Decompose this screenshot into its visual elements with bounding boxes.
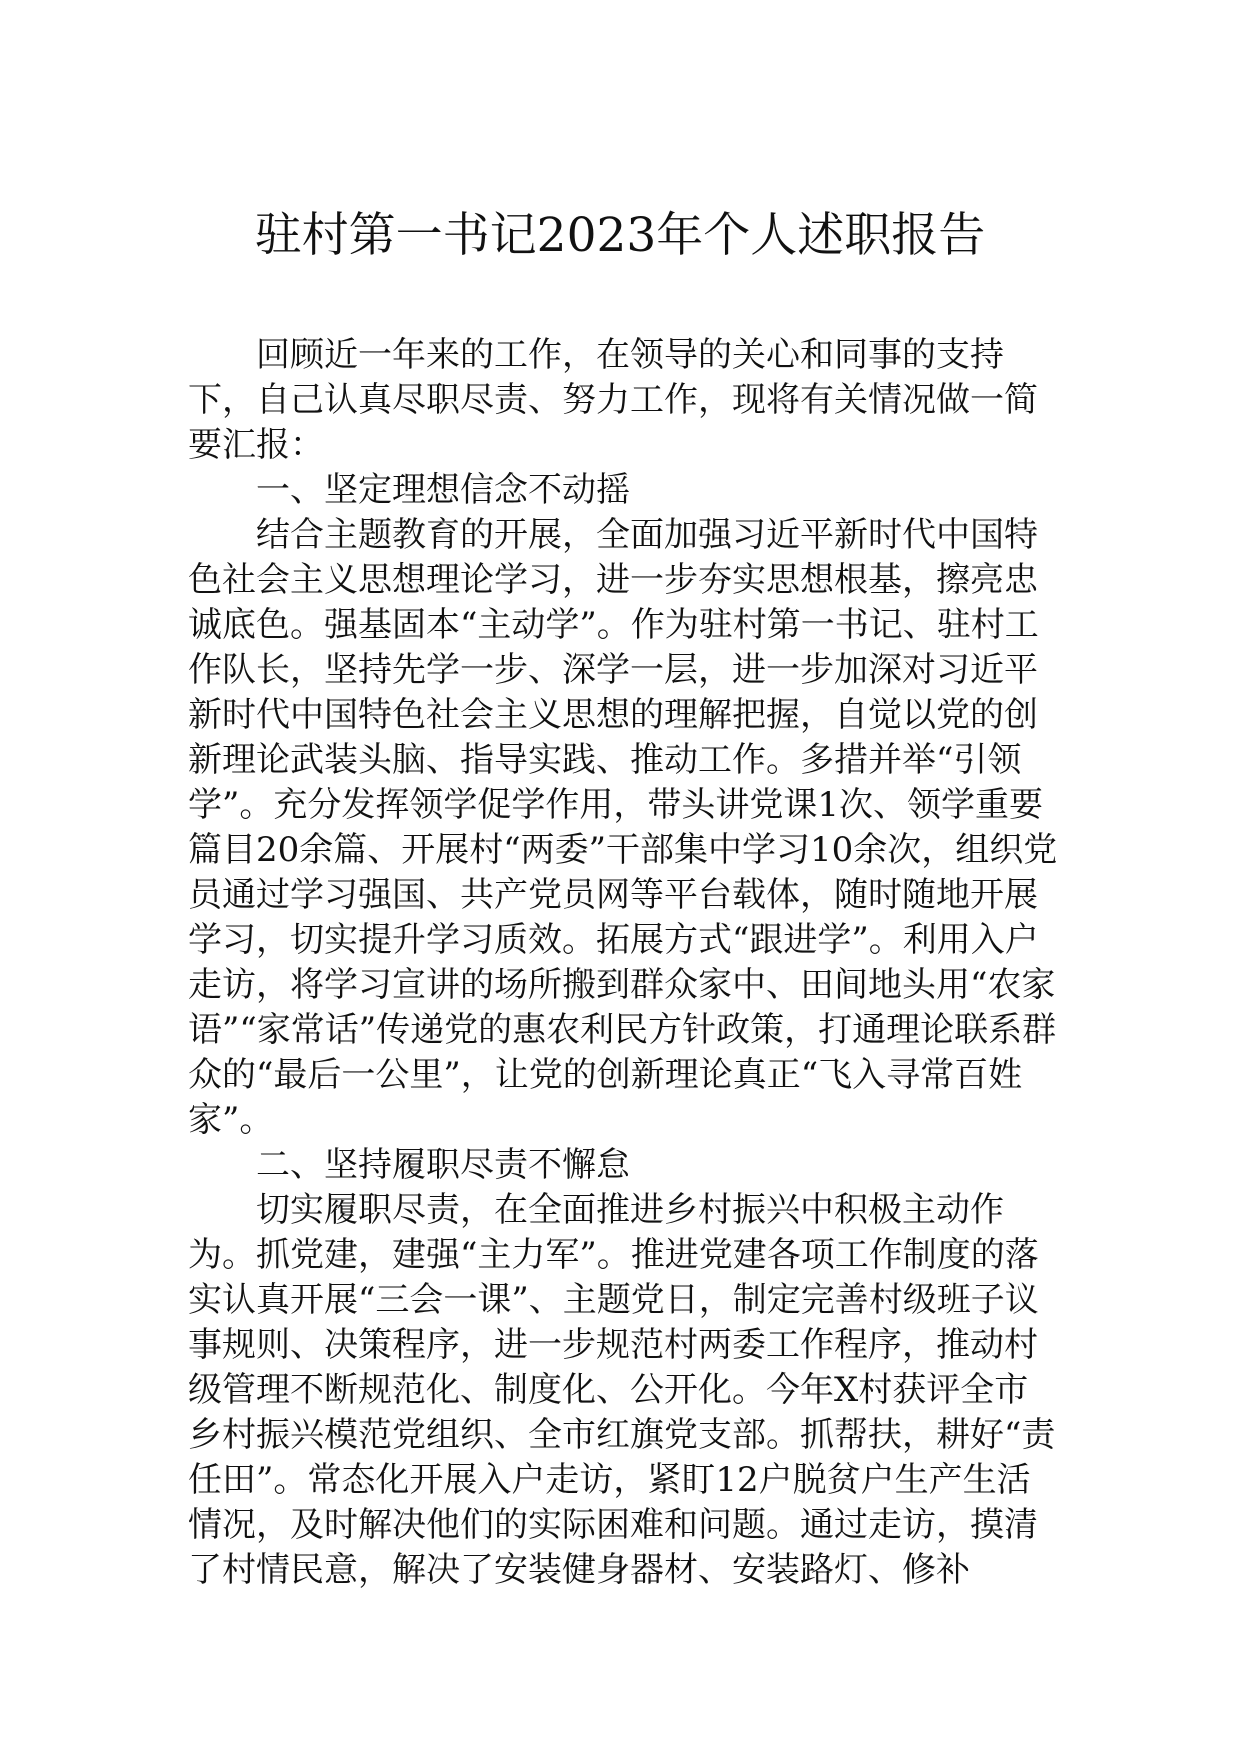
section-1-paragraph: 结合主题教育的开展，全面加强习近平新时代中国特色社会主义思想理论学习，进一步夯实思想根基，擦亮忠诚底色。强基固本“主动学”。作为驻村第一书记、驻村工作队长，坚持先学一步、深学一层，进一步加深对习近平新时代中国特色社会主义思想的理解把握，自觉以党的创新理论武装头脑、指导实践、推动工作。多措并举“引领学”。充分发挥领学促学作用，带头讲党课1次、领学重要篇目20余篇、开展村“两委”干部集中学习10余次，组织党员通过学习强国、共产党员网等平台载体，随时随地开展学习，切实提升学习质效。拓展方式“跟进学”。利用入户走访，将学习宣讲的场所搬到群众家中、田间地头用“农家语”“家常话”传递党的惠农利民方针政策，打通理论联系群众的“最后一公里”，让党的创新理论真正“飞入寻常百姓家”。	[188, 515, 1058, 1140]
document-title: 驻村第一书记2023年个人述职报告	[254, 208, 986, 263]
document-body	[188, 333, 1058, 1593]
section-heading-1: 一、坚定理想信念不动摇	[256, 470, 630, 510]
section-heading-2: 二、坚持履职尽责不懈怠	[256, 1145, 630, 1185]
intro-paragraph: 回顾近一年来的工作，在领导的关心和同事的支持下，自己认真尽职尽责、努力工作，现将有关情况做一简要汇报：	[188, 335, 1038, 465]
section-2-paragraph: 切实履职尽责，在全面推进乡村振兴中积极主动作为。抓党建，建强“主力军”。推进党建各项工作制度的落实认真开展“三会一课”、主题党日，制定完善村级班子议事规则、决策程序，进一步规范村两委工作程序，推动村级管理不断规范化、制度化、公开化。今年X村获评全市乡村振兴模范党组织、全市红旗党支部。抓帮扶，耕好“责任田”。常态化开展入户走访，紧盯12户脱贫户生产生活情况，及时解决他们的实际困难和问题。通过走访，摸清了村情民意，解决了安装健身器材、安装路灯、修补	[188, 1190, 1056, 1590]
